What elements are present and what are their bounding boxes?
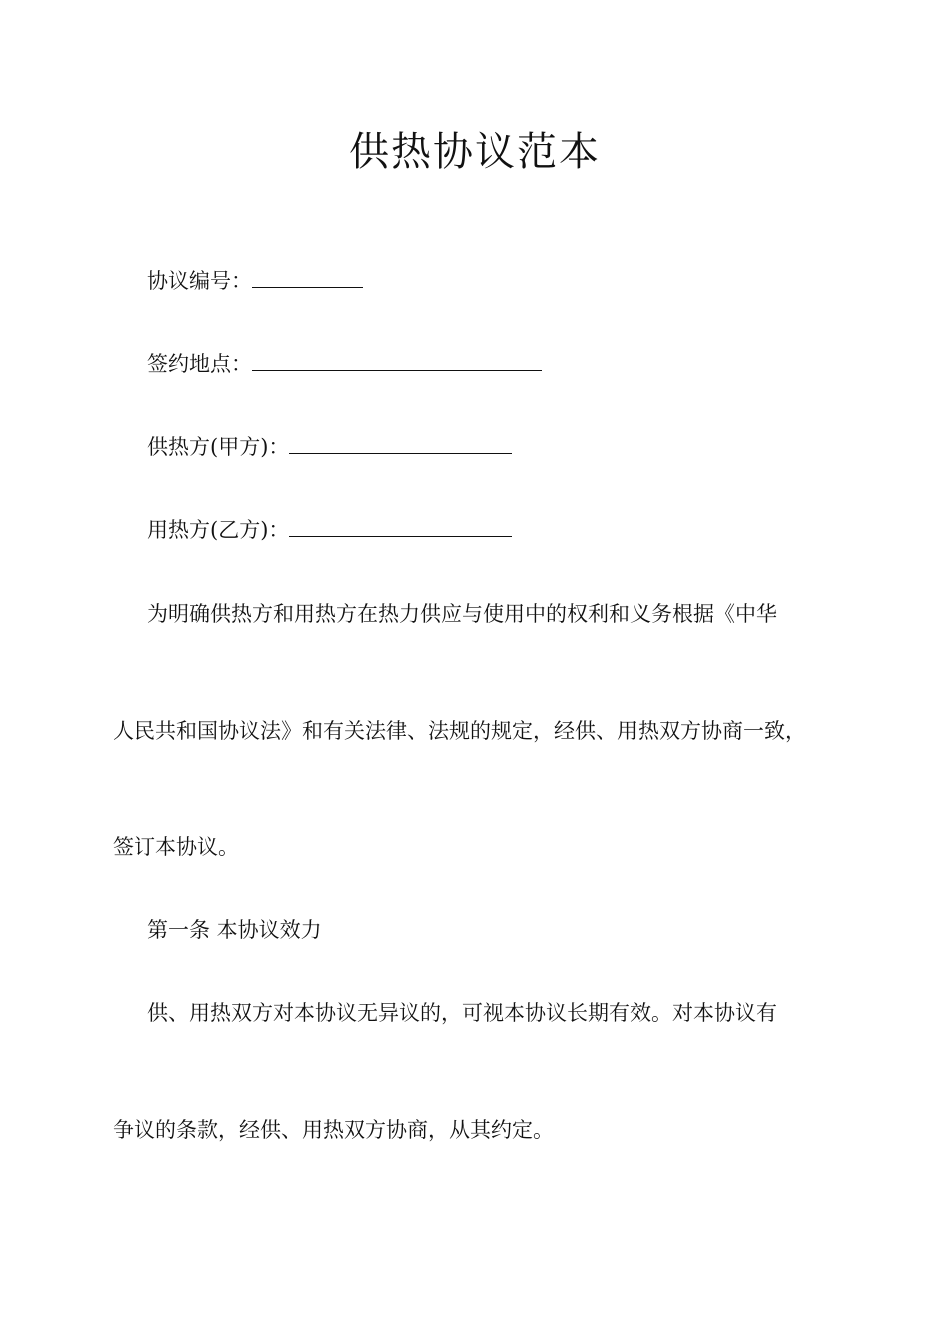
article-1-line-2: 争议的条款，经供、用热双方协商，从其约定。 xyxy=(113,1118,554,1142)
field-party-b xyxy=(147,515,512,545)
field-label: 供热方(甲方)： xyxy=(147,435,290,459)
agreement-number-blank xyxy=(252,267,363,288)
article-1-line-1: 供、用热双方对本协议无异议的，可视本协议长期有效。对本协议有 xyxy=(147,1001,777,1025)
article-1-heading: 第一条 本协议效力 xyxy=(147,918,322,942)
party-a-blank xyxy=(289,433,512,454)
preamble-line-3: 签订本协议。 xyxy=(113,835,239,859)
party-b-blank xyxy=(289,516,512,537)
field-signing-place xyxy=(147,349,542,379)
field-label: 用热方(乙方)： xyxy=(147,518,290,542)
field-label: 协议编号： xyxy=(147,269,252,293)
field-party-a xyxy=(147,432,512,462)
field-agreement-number xyxy=(147,266,363,296)
preamble-line-1: 为明确供热方和用热方在热力供应与使用中的权利和义务根据《中华 xyxy=(147,602,777,626)
signing-place-blank xyxy=(252,350,542,371)
field-label: 签约地点： xyxy=(147,352,252,376)
document-title: 供热协议范本 xyxy=(349,129,601,175)
preamble-line-2: 人民共和国协议法》和有关法律、法规的规定，经供、用热双方协商一致， xyxy=(113,719,806,743)
